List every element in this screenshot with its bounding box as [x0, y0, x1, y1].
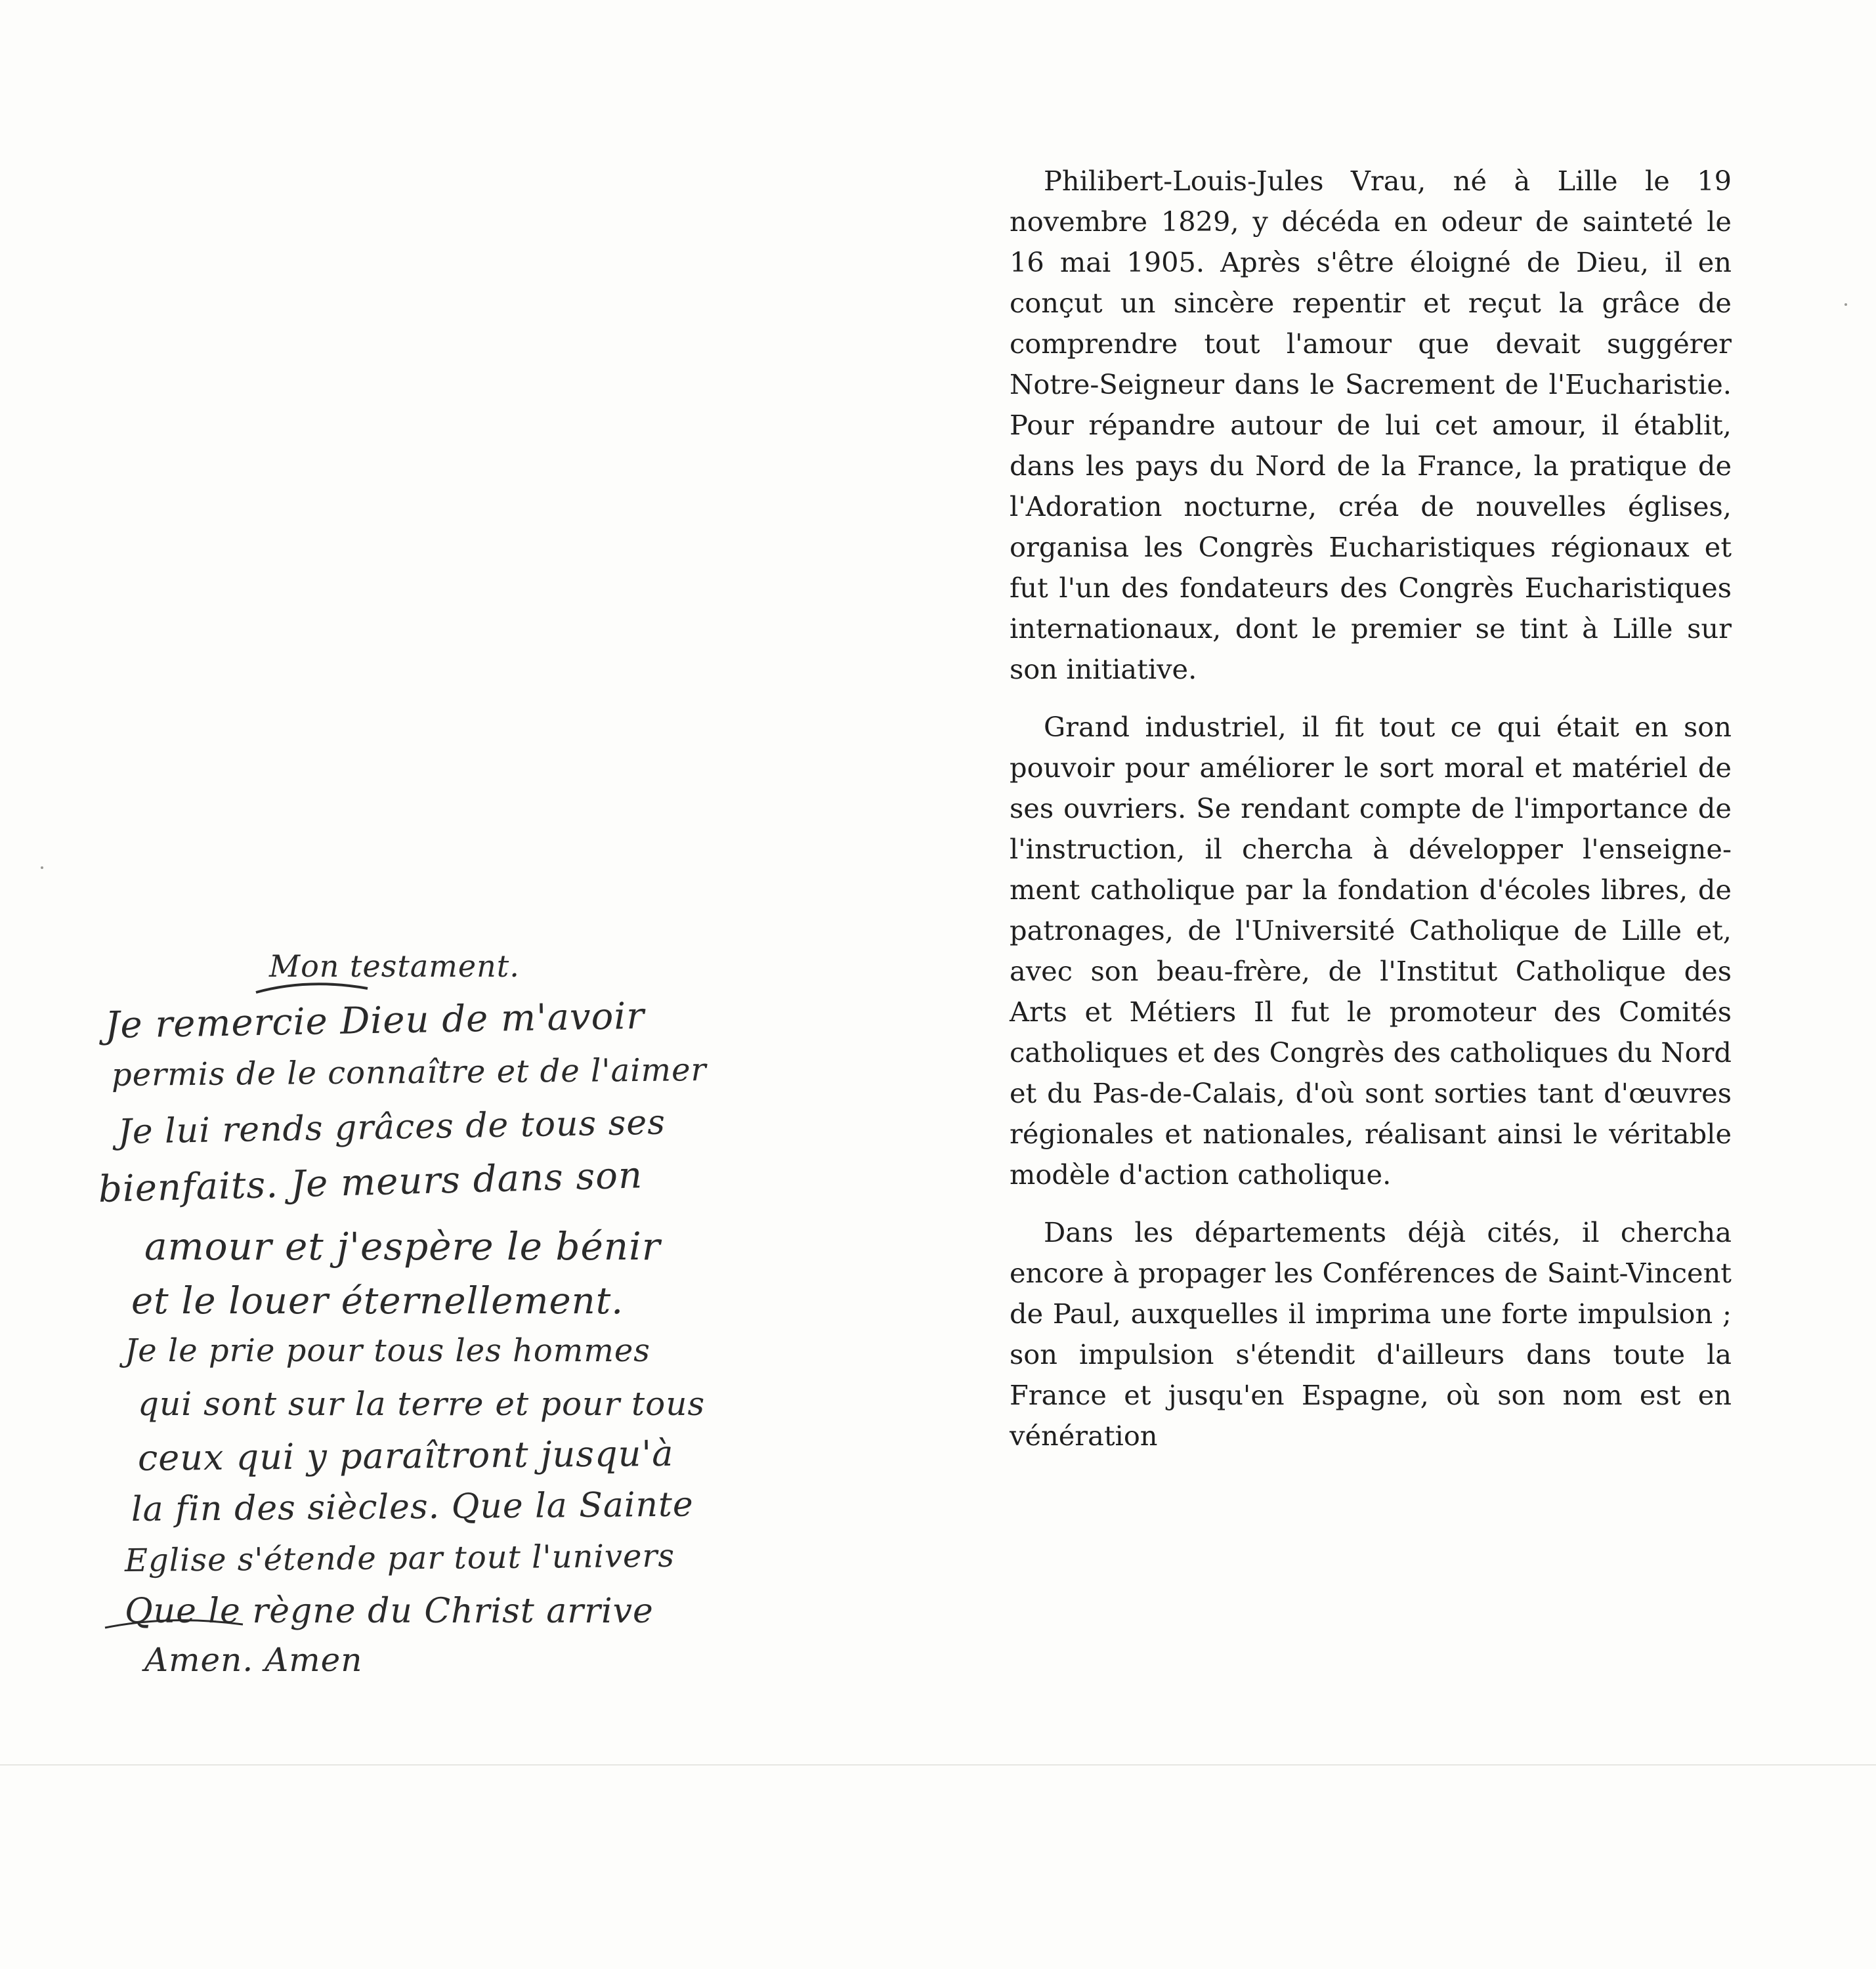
testament-line: Eglise s'étende par tout l'univers — [124, 1537, 675, 1579]
testament-line: Que le règne du Christ arrive — [125, 1592, 654, 1631]
biography-paragraph: Grand industriel, il fit tout ce qui était en son pouvoir pour améliorer le sort moral et matériel de ses ouvriers. Se rendant compte de l'importance de l'instruction, il chercha à développer l'enseignement catholique par la fondation d'écoles libres, de patronages, de l'Université Catholique de Lille et, avec son beau-frère, de l'Institut Catholique des Arts et Métiers Il fut le promoteur des Comités catholiques et des Congrès des catholiques du Nord et du Pas-de-Calais, d'où sont sorties tant d'œuvres régionales et nationales, réalisant ainsi le véritable modèle d'action catholique. — [1010, 711, 1732, 1191]
testament-line: Je remercie Dieu de m'avoir — [104, 994, 645, 1047]
testament-line: qui sont sur la terre et pour tous — [138, 1385, 706, 1423]
ink-speck — [1844, 303, 1847, 306]
testament-line: bienfaits. Je meurs dans son — [98, 1154, 643, 1211]
testament-line: Je lui rends grâces de tous ses — [117, 1103, 666, 1152]
testament-line: Je le prie pour tous les hommes — [125, 1332, 650, 1369]
handwritten-testament — [92, 932, 748, 1687]
testament-title: Mon testament. — [269, 948, 520, 984]
testament-line: permis de le connaître et de l'aimer — [111, 1051, 707, 1093]
page-fold-line — [0, 1764, 1876, 1766]
testament-line: ceux qui y paraîtront jusqu'à — [137, 1432, 674, 1479]
testament-line: amour et j'espère le bénir — [144, 1224, 661, 1269]
biography-paragraph: Dans les départements déjà cités, il chercha encore à propager les Conférences de Saint-Vincent de Paul, auxquelles il imprima une forte impulsion ; son impulsion s'étendit d'ailleurs dans toute la France et jusqu'en Espagne, où son nom est en vénération — [1010, 1216, 1732, 1452]
ink-speck — [41, 866, 43, 869]
testament-signature: Amen. Amen — [144, 1641, 363, 1679]
biography-text — [1010, 161, 1732, 1473]
testament-line: et le louer éternellement. — [131, 1280, 624, 1323]
biography-paragraph: Philibert-Louis-Jules Vrau, né à Lille le 19 novembre 1829, y décéda en odeur de sainteté le 16 mai 1905. Après s'être éloigné de Dieu, il en conçut un sincère repentir et reçut la grâce de comprendre tout l'amour que devait suggérer Notre-Seigneur dans le Sacrement de l'Eucharistie. Pour répandre autour de lui cet amour, il établit, dans les pays du Nord de la France, la pratique de l'Adoration nocturne, créa de nouvelles églises, organisa les Congrès Eucharistiques régionaux et fut l'un des fondateurs des Congrès Eucharistiques internationaux, dont le premier se tint à Lille sur son initiative. — [1010, 165, 1732, 685]
testament-line: la fin des siècles. Que la Sainte — [131, 1485, 694, 1529]
